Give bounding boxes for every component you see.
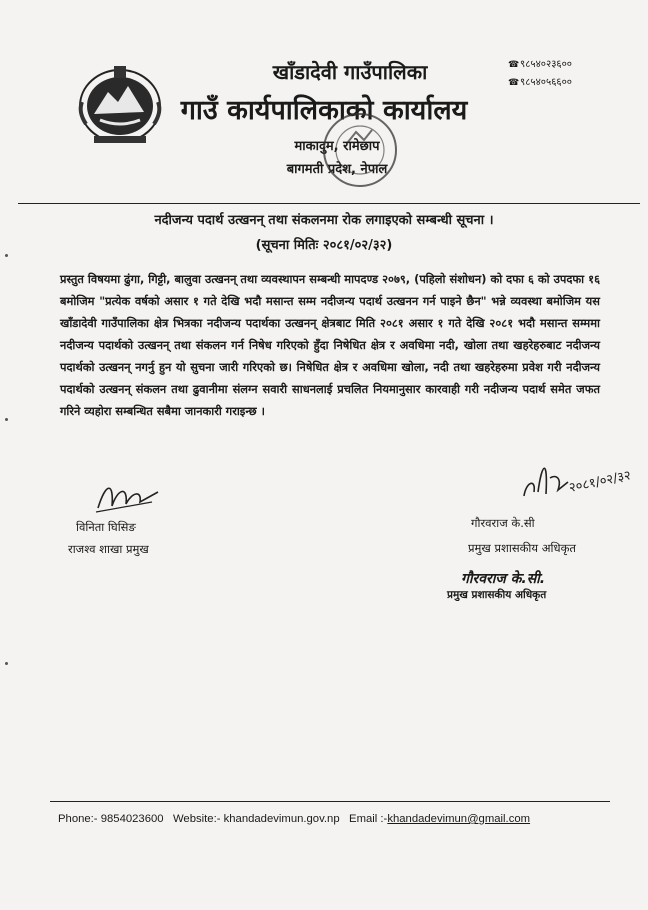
email-label: Email :- (349, 813, 388, 825)
notice-body: प्रस्तुत विषयमा ढुंगा, गिट्टी, बालुवा उत्खनन् तथा व्यवस्थापन सम्बन्धी मापदण्ड २०७९, (पहिलो संशोधन) को दफा ६ को उपदफा १६ बमोजिम "प्रत्येक वर्षको असार १ गते देखि भदौ मसान्त सम्म नदीजन्य पदार्थ उत्खनन गर्न पाइने छैन" भन्ने व्यवस्था बमोजिम यस खाँडादेवी गाउँपालिका क्षेत्र भित्रका नदीजन्य पदार्थका उत्खनन् क्षेत्रबाट मिति २०८१ असार १ गते देखि २०८१ भदौ मसान्त सम्ममा नदीजन्य पदार्थको उत्खनन् तथा संकलन गर्न निषेध गरिएको हुँदा निषेधित क्षेत्र र अवधिमा नदी, खोला तथा खहरेहरुबाट नदीजन्य पदार्थको उत्खनन् नगर्नु हुन यो सुचना जारी गरिएको छ। निषेधित क्षेत्र र अवधिमा खोला, नदी तथा खहरेहरुमा प्रवेश गरी नदीजन्य पदार्थको उत्खनन् संकलन तथा ढुवानीमा संलग्न सवारी साधनलाई प्रचलित नियमानुसार कारवाही गरी नदीजन्य पदार्थ समेत जफत गरिने व्यहोरा सम्बन्धित सबैमा जानकारी गराइन्छ । (60, 272, 600, 418)
signature-mark (92, 478, 162, 516)
signatory-name: गौरवराज के.सी (471, 516, 535, 530)
phone-icon: ☎ (508, 60, 520, 70)
notice-date: (सूचना मितिः २०८१/०२/३२) (255, 238, 393, 253)
website-link[interactable]: khandadevimun.gov.np (223, 813, 340, 825)
address-line-1: माकादुम, रामेछाप (294, 139, 380, 154)
website-label: Website:- (172, 813, 224, 825)
phone-row (508, 74, 572, 92)
phone-number: ९८५४०२३६०० (520, 59, 572, 70)
margin-speck (5, 254, 8, 257)
signatory-title: प्रमुख प्रशासकीय अधिकृत (468, 541, 576, 555)
email-link[interactable]: khandadevimun@gmail.com (387, 813, 531, 825)
signature-mark (516, 452, 638, 508)
emblem-icon (74, 62, 166, 146)
footer-contact (58, 813, 530, 825)
municipality-name: खाँडादेवी गाउँपालिका (272, 60, 428, 84)
seal-name: गौरवराज के.सी. (461, 571, 546, 587)
margin-speck (5, 662, 8, 665)
phone-icon: ☎ (508, 78, 520, 88)
phone-number: ९८५४०५६६०० (520, 77, 572, 88)
notice-subject: नदीजन्य पदार्थ उत्खनन् तथा संकलनमा रोक लगाइएको सम्बन्धी सूचना । (154, 213, 494, 228)
footer-phone: 9854023600 (100, 813, 164, 825)
handwritten-date: २०८१/०२/३२ (567, 468, 633, 496)
phone-row (508, 56, 572, 74)
address-line-2: बागमती प्रदेश, नेपाल (286, 162, 388, 177)
footer-divider (50, 801, 610, 802)
seal-title: प्रमुख प्रशासकीय अधिकृत (447, 589, 547, 601)
signatory-name: विनिता घिसिङ (76, 520, 136, 534)
header-divider (18, 203, 640, 204)
stamp-icon (318, 108, 402, 192)
signatory-title: राजश्व शाखा प्रमुख (68, 542, 149, 556)
phone-list (508, 56, 572, 92)
office-title: गाउँ कार्यपालिकाको कार्यालय (180, 95, 468, 126)
phone-label: Phone:- (58, 813, 101, 825)
margin-speck (5, 418, 8, 421)
